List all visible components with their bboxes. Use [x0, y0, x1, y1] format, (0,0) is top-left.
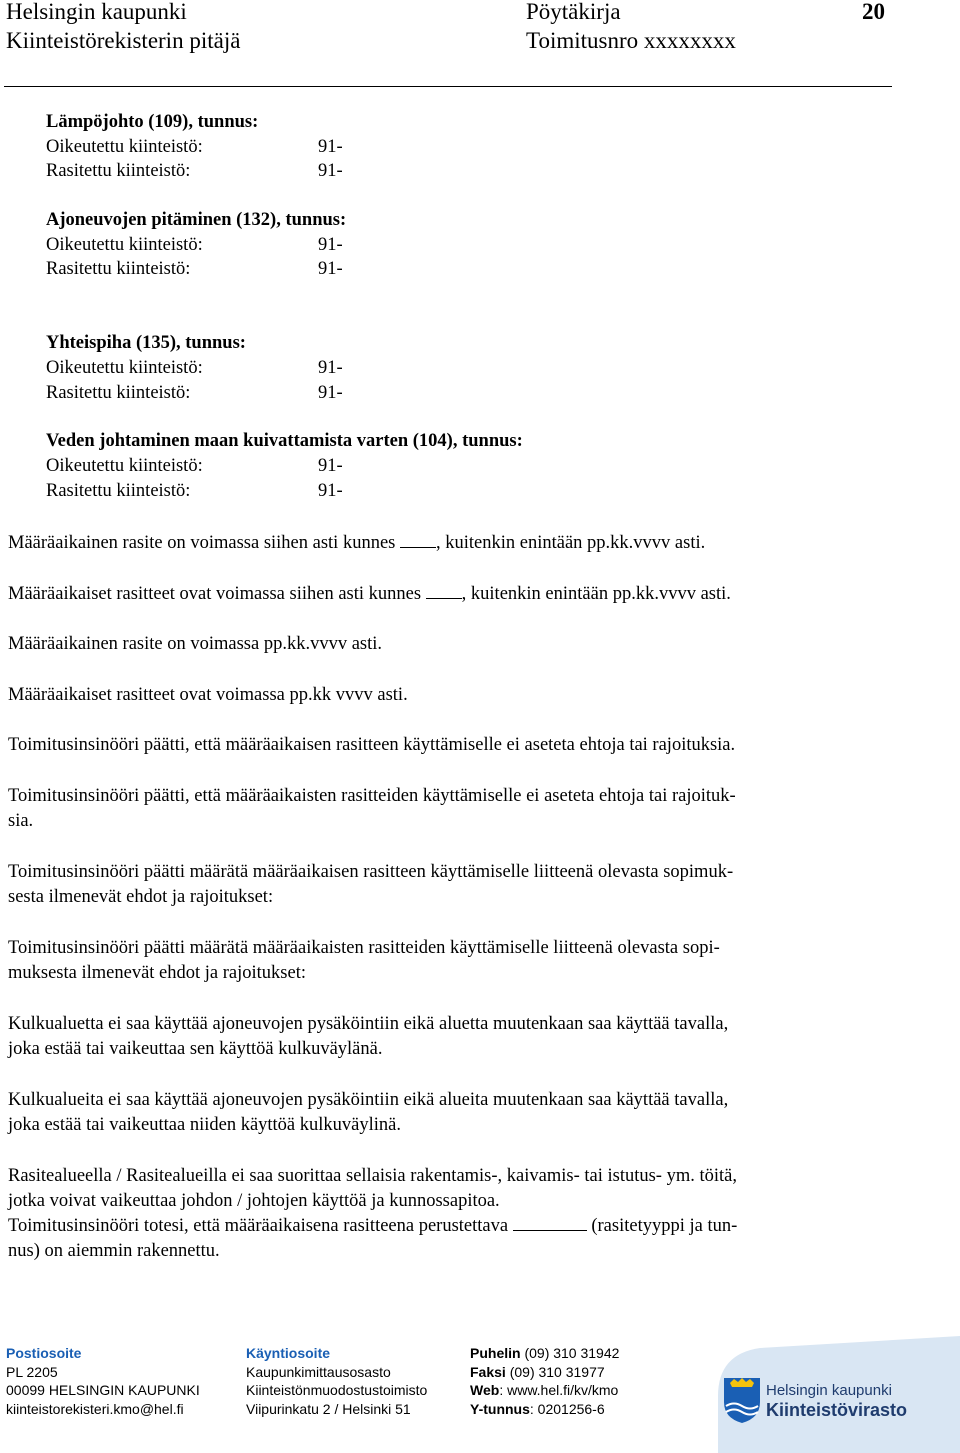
benefited-label: Oikeutettu kiinteistö: — [46, 456, 203, 476]
benefited-value: 91- — [318, 137, 343, 157]
header-doc-type: Pöytäkirja — [526, 0, 621, 24]
paragraph-conditions-plural-line2: muksesta ilmenevät ehdot ja rajoitukset: — [8, 963, 306, 983]
paragraph-conditions-line2: sesta ilmenevät ehdot ja rajoitukset: — [8, 887, 274, 907]
logo-line1: Helsingin kaupunki — [766, 1382, 892, 1399]
benefited-value: 91- — [318, 358, 343, 378]
paragraph-no-conditions-plural-line2: sia. — [8, 811, 34, 831]
logo — [648, 1336, 960, 1453]
footer-email[interactable]: kiinteistorekisteri.kmo@hel.fi — [6, 1400, 184, 1417]
easement-title: Yhteispiha (135), tunnus: — [46, 333, 246, 353]
footer-contact — [470, 1344, 619, 1418]
footer-postal-address — [6, 1344, 200, 1418]
header-org: Helsingin kaupunki — [6, 0, 187, 24]
footer-phone-row — [470, 1344, 619, 1363]
footer-street: Viipurinkatu 2 / Helsinki 51 — [246, 1400, 411, 1417]
page-number: 20 — [862, 0, 885, 24]
footer-fax-row — [470, 1363, 619, 1382]
paragraph-text: , kuitenkin enintään pp.kk.vvvv asti. — [461, 584, 731, 604]
footer-postal-box: PL 2205 — [6, 1363, 58, 1380]
footer-ytunnus: : 0201256-6 — [529, 1400, 605, 1417]
fill-in-blank — [426, 584, 462, 599]
header-case-number: Toimitusnro xxxxxxxx — [526, 28, 736, 53]
header-unit: Kiinteistörekisterin pitäjä — [6, 28, 241, 53]
footer-fax: (09) 310 31977 — [509, 1363, 605, 1380]
burdened-value: 91- — [318, 161, 343, 181]
paragraph-already-built-line1 — [8, 1214, 737, 1239]
easement-title: Lämpöjohto (109), tunnus: — [46, 112, 259, 132]
footer-fax-label: Faksi — [470, 1363, 506, 1380]
header-rule — [4, 86, 892, 87]
fill-in-blank — [513, 1216, 587, 1231]
footer-web[interactable]: : www.hel.fi/kv/kmo — [499, 1382, 619, 1398]
burdened-value: 91- — [318, 481, 343, 501]
footer-ytunnus-row — [470, 1400, 619, 1419]
footer-visiting-address — [246, 1344, 427, 1418]
footer-web-label: Web — [470, 1382, 500, 1398]
paragraph-text: Määräaikainen rasite on voimassa siihen asti kunnes — [8, 533, 396, 553]
footer-web-row — [470, 1381, 619, 1400]
benefited-label: Oikeutettu kiinteistö: — [46, 137, 203, 157]
paragraph-conditions-line1: Toimitusinsinööri päätti määrätä määräaikaisen rasitteen käyttämiselle liitteenä olevasta sopimuk- — [8, 862, 734, 882]
burdened-value: 91- — [318, 383, 343, 403]
paragraph-temporary-plural-until — [8, 582, 731, 607]
paragraph-text: , kuitenkin enintään pp.kk.vvvv asti. — [436, 533, 706, 553]
burdened-label: Rasitettu kiinteistö: — [46, 383, 191, 403]
crest-icon — [722, 1376, 762, 1424]
easement-title: Veden johtaminen maan kuivattamista varten (104), tunnus: — [46, 431, 523, 451]
paragraph-easement-area-line2: jotka voivat vaikeuttaa johdon / johtojen käyttöä ja kunnossapitoa. — [8, 1191, 500, 1211]
benefited-label: Oikeutettu kiinteistö: — [46, 358, 203, 378]
paragraph-temporary-plural-date: Määräaikaiset rasitteet ovat voimassa pp.kk vvvv asti. — [8, 685, 408, 705]
footer-phone: (09) 310 31942 — [524, 1345, 620, 1361]
paragraph-text: Määräaikaiset rasitteet ovat voimassa siihen asti kunnes — [8, 584, 422, 604]
burdened-label: Rasitettu kiinteistö: — [46, 161, 191, 181]
footer-postal-city: 00099 HELSINGIN KAUPUNKI — [6, 1382, 200, 1398]
burdened-label: Rasitettu kiinteistö: — [46, 481, 191, 501]
easement-title: Ajoneuvojen pitäminen (132), tunnus: — [46, 210, 347, 230]
logo-line2: Kiinteistövirasto — [766, 1400, 908, 1420]
footer-department: Kaupunkimittausosasto — [246, 1363, 391, 1380]
paragraph-passage-line2: joka estää tai vaikeuttaa sen käyttöä kulkuväylänä. — [8, 1039, 383, 1059]
burdened-label: Rasitettu kiinteistö: — [46, 259, 191, 279]
paragraph-passages-line1: Kulkualueita ei saa käyttää ajoneuvojen pysäköintiin eikä alueita muutenkaan saa käyttää tavalla, — [8, 1090, 729, 1110]
paragraph-no-conditions: Toimitusinsinööri päätti, että määräaikaisen rasitteen käyttämiselle ei aseteta ehtoja tai rajoituksia. — [8, 735, 736, 755]
paragraph-passages-line2: joka estää tai vaikeuttaa niiden käyttöä kulkuväylinä. — [8, 1115, 401, 1135]
benefited-value: 91- — [318, 456, 343, 476]
paragraph-text: (rasitetyyppi ja tun- — [591, 1216, 738, 1236]
paragraph-no-conditions-plural-line1: Toimitusinsinööri päätti, että määräaikaisten rasitteiden käyttämiselle ei aseteta ehtoja tai rajoituk- — [8, 786, 736, 806]
paragraph-easement-area-line1: Rasitealueella / Rasitealueilla ei saa suorittaa sellaisia rakentamis-, kaivamis- tai istutus- ym. töitä, — [8, 1166, 737, 1186]
paragraph-temporary-date: Määräaikainen rasite on voimassa pp.kk.vvvv asti. — [8, 634, 383, 654]
benefited-label: Oikeutettu kiinteistö: — [46, 235, 203, 255]
footer-visit-label: Käyntiosoite — [246, 1345, 331, 1361]
footer-office: Kiinteistönmuodostustoimisto — [246, 1382, 428, 1398]
fill-in-blank — [400, 533, 436, 548]
footer-ytunnus-label: Y-tunnus — [470, 1400, 530, 1417]
footer-phone-label: Puhelin — [470, 1345, 521, 1361]
paragraph-already-built-line2: nus) on aiemmin rakennettu. — [8, 1241, 220, 1261]
paragraph-text: Toimitusinsinööri totesi, että määräaikaisena rasitteena perustettava — [8, 1216, 509, 1236]
benefited-value: 91- — [318, 235, 343, 255]
footer-postal-label: Postiosoite — [6, 1345, 82, 1361]
paragraph-temporary-until — [8, 531, 705, 556]
paragraph-passage-line1: Kulkualuetta ei saa käyttää ajoneuvojen pysäköintiin eikä aluetta muutenkaan saa käyttää tavalla, — [8, 1014, 729, 1034]
burdened-value: 91- — [318, 259, 343, 279]
paragraph-conditions-plural-line1: Toimitusinsinööri päätti määrätä määräaikaisten rasitteiden käyttämiselle liitteenä olevasta sopi- — [8, 938, 720, 958]
